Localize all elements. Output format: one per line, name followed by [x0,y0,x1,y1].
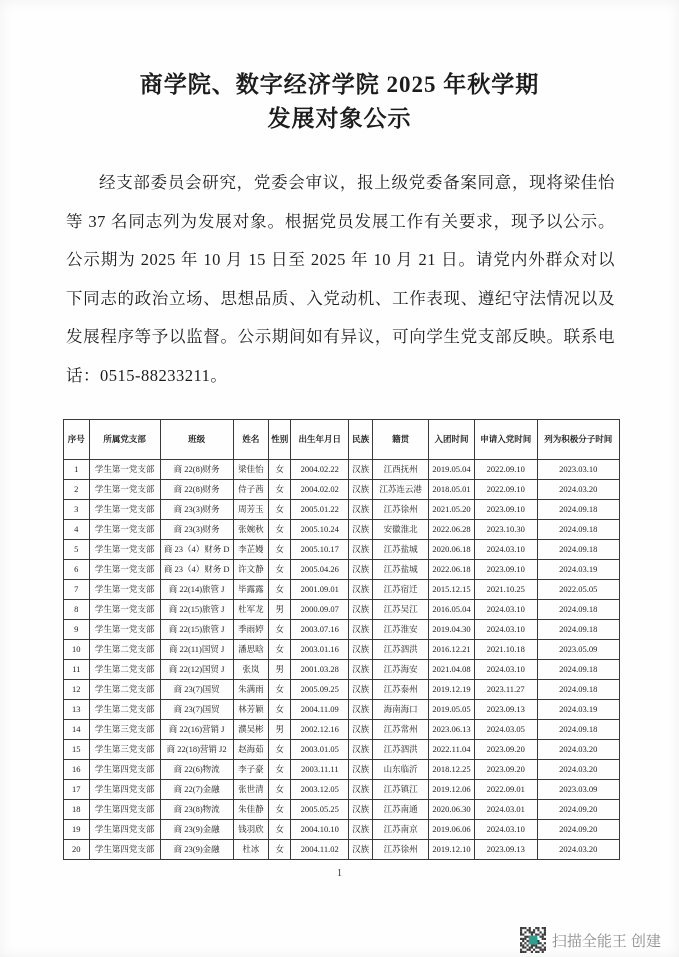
table-cell: 钱羽欣 [233,820,269,840]
table-cell: 2005.09.25 [291,680,349,700]
table-cell: 2003.01.16 [291,640,349,660]
table-cell: 13 [64,700,90,720]
table-cell: 2022.09.10 [474,460,537,480]
table-cell: 商 23(3)财务 [160,500,233,520]
table-cell: 商 23(9)金融 [160,840,233,860]
table-row [64,500,620,520]
column-header: 入团时间 [429,420,475,460]
table-cell: 2024.09.18 [537,720,619,740]
table-cell: 汉族 [349,520,373,540]
table-cell: 2018.05.01 [429,480,475,500]
table-cell: 2018.12.25 [429,760,475,780]
table-cell: 商 23(3)财务 [160,520,233,540]
table-cell: 商 22(16)营销 J [160,720,233,740]
table-cell: 2024.03.20 [537,840,619,860]
table-row [64,720,620,740]
table-cell: 张婉秋 [233,520,269,540]
table-cell: 2022.06.18 [429,560,475,580]
table-cell: 2019.06.06 [429,820,475,840]
table-cell: 江苏盐城 [373,560,429,580]
title-line-1: 商学院、数字经济学院 2025 年秋学期 [139,72,540,97]
table-cell: 濮吴彬 [233,720,269,740]
table-cell: 商 22(8)财务 [160,480,233,500]
table-cell: 4 [64,520,90,540]
table-cell: 2023.09.20 [474,740,537,760]
table-cell: 毕露露 [233,580,269,600]
table-cell: 女 [269,520,291,540]
table-cell: 2004.02.02 [291,480,349,500]
table-cell: 商 22(6)物流 [160,760,233,780]
table-cell: 商 23（4）财务 D [160,560,233,580]
table-cell: 2005.01.22 [291,500,349,520]
table-cell: 2023.09.20 [474,760,537,780]
table-cell: 商 23(7)国贸 [160,680,233,700]
table-cell: 2 [64,480,90,500]
table-cell: 江苏泗洪 [373,640,429,660]
table-cell: 周芳玉 [233,500,269,520]
table-cell: 学生第四党支部 [89,840,160,860]
table-cell: 2019.04.30 [429,620,475,640]
table-cell: 商 23(8)物流 [160,800,233,820]
table-row [64,700,620,720]
table-cell: 2024.09.18 [537,520,619,540]
table-cell: 2023.03.09 [537,780,619,800]
table-cell: 朱满雨 [233,680,269,700]
table-cell: 2024.09.18 [537,500,619,520]
table-cell: 江苏连云港 [373,480,429,500]
table-cell: 2019.05.04 [429,460,475,480]
table-cell: 江苏南京 [373,820,429,840]
table-cell: 2021.04.08 [429,660,475,680]
table-cell: 江苏常州 [373,720,429,740]
table-cell: 2023.06.13 [429,720,475,740]
table-cell: 20 [64,840,90,860]
table-cell: 2003.12.05 [291,780,349,800]
table-cell: 16 [64,760,90,780]
table-cell: 赵海茹 [233,740,269,760]
table-row [64,820,620,840]
table-cell: 女 [269,760,291,780]
table-cell: 2020.06.30 [429,800,475,820]
scanner-watermark [520,927,661,953]
title-line-2: 发展对象公示 [267,106,412,131]
table-row [64,460,620,480]
table-cell: 汉族 [349,700,373,720]
column-header: 出生年月日 [291,420,349,460]
table-cell: 2024.03.19 [537,700,619,720]
table-cell: 2005.10.24 [291,520,349,540]
table-cell: 女 [269,480,291,500]
table-cell: 17 [64,780,90,800]
table-cell: 2001.09.01 [291,580,349,600]
table-cell: 2022.09.01 [474,780,537,800]
table-cell: 8 [64,600,90,620]
table-cell: 2023.11.27 [474,680,537,700]
table-cell: 杜军龙 [233,600,269,620]
table-cell: 2024.09.18 [537,600,619,620]
table-cell: 男 [269,720,291,740]
table-body [64,460,620,860]
table-cell: 江苏淮安 [373,620,429,640]
table-cell: 江苏镇江 [373,780,429,800]
table-cell: 汉族 [349,540,373,560]
table-cell: 汉族 [349,820,373,840]
table-cell: 学生第一党支部 [89,460,160,480]
table-cell: 2024.03.20 [537,740,619,760]
table-cell: 5 [64,540,90,560]
table-cell: 李芷嫚 [233,540,269,560]
table-cell: 江苏徐州 [373,500,429,520]
table-cell: 女 [269,780,291,800]
table-row [64,560,620,580]
column-header: 申请入党时间 [474,420,537,460]
table-cell: 2001.03.28 [291,660,349,680]
table-cell: 2019.12.06 [429,780,475,800]
table-cell: 女 [269,580,291,600]
table-cell: 2024.03.10 [474,540,537,560]
table-cell: 山东临沂 [373,760,429,780]
table-cell: 2004.10.10 [291,820,349,840]
table-cell: 商 22(11)国贸 J [160,640,233,660]
table-cell: 女 [269,680,291,700]
table-cell: 汉族 [349,680,373,700]
announcement-body: 经支部委员会研究，党委会审议，报上级党委备案同意，现将梁佳怡等 37 名同志列为发展对象。根据党员发展工作有关要求，现予以公示。公示期为 2025 年 10 月 15 日至 2025 年 10 月 21 日。请党内外群众对以下同志的政治立场、思想品质、入党动机、工作表现、遵纪守法情况以及发展程序等予以监督。公示期间如有异议，可向学生党支部反映。联系电话：0515-88233211。 [66,173,615,385]
table-cell: 2004.11.02 [291,840,349,860]
table-cell: 季雨婷 [233,620,269,640]
table-cell: 2023.09.10 [474,500,537,520]
page-title [0,68,679,136]
table-row [64,580,620,600]
table-cell: 9 [64,620,90,640]
table-cell: 商 22(15)旅管 J [160,600,233,620]
table-cell: 学生第四党支部 [89,780,160,800]
table-row [64,640,620,660]
table-cell: 江苏泗洪 [373,740,429,760]
table-cell: 学生第一党支部 [89,560,160,580]
table-cell: 2000.09.07 [291,600,349,620]
table-cell: 杜冰 [233,840,269,860]
column-header: 性别 [269,420,291,460]
table-cell: 2021.10.25 [474,580,537,600]
table-cell: 女 [269,640,291,660]
table-cell: 学生第四党支部 [89,820,160,840]
table-cell: 2022.06.28 [429,520,475,540]
table-cell: 2024.03.10 [474,600,537,620]
column-header: 列为积极分子时间 [537,420,619,460]
table-cell: 江西抚州 [373,460,429,480]
column-header: 民族 [349,420,373,460]
table-cell: 汉族 [349,460,373,480]
table-cell: 2024.03.05 [474,720,537,740]
table-cell: 2024.03.10 [474,820,537,840]
table-cell: 学生第一党支部 [89,620,160,640]
table-cell: 2023.03.10 [537,460,619,480]
table-row [64,620,620,640]
table-cell: 2022.05.05 [537,580,619,600]
table-cell: 12 [64,680,90,700]
column-header: 序号 [64,420,90,460]
table-cell: 2019.05.05 [429,700,475,720]
table-cell: 江苏宿迁 [373,580,429,600]
table-cell: 汉族 [349,740,373,760]
table-cell: 潘思晗 [233,640,269,660]
table-cell: 女 [269,840,291,860]
table-cell: 朱佳静 [233,800,269,820]
table-cell: 林芳颖 [233,700,269,720]
table-cell: 商 23(9)金融 [160,820,233,840]
table-row [64,600,620,620]
table-cell: 学生第三党支部 [89,720,160,740]
table-cell: 商 23(7)国贸 [160,700,233,720]
table-cell: 江苏南通 [373,800,429,820]
table-cell: 汉族 [349,780,373,800]
table-cell: 江苏盐城 [373,540,429,560]
table-row [64,660,620,680]
table-cell: 商 22(8)财务 [160,460,233,480]
table-cell: 2019.12.10 [429,840,475,860]
table-cell: 汉族 [349,600,373,620]
table-cell: 18 [64,800,90,820]
table-cell: 2003.01.05 [291,740,349,760]
table-row [64,800,620,820]
table-cell: 江苏海安 [373,660,429,680]
table-cell: 2023.10.30 [474,520,537,540]
table-row [64,780,620,800]
table-cell: 14 [64,720,90,740]
table-cell: 商 22(15)旅管 J [160,620,233,640]
table-header-row [64,420,620,460]
table-cell: 张岚 [233,660,269,680]
table-cell: 女 [269,560,291,580]
page-number: 1 [337,868,342,879]
table-row [64,740,620,760]
table-cell: 女 [269,620,291,640]
table-cell: 2024.09.18 [537,660,619,680]
table-cell: 2024.09.20 [537,820,619,840]
table-cell: 2024.03.10 [474,660,537,680]
table-cell: 商 22(12)国贸 J [160,660,233,680]
table-cell: 男 [269,660,291,680]
table-cell: 海南海口 [373,700,429,720]
table-cell: 2005.05.25 [291,800,349,820]
table-cell: 2024.09.18 [537,540,619,560]
table-cell: 学生第三党支部 [89,740,160,760]
table-cell: 江苏徐州 [373,840,429,860]
table-cell: 学生第一党支部 [89,580,160,600]
table-cell: 张世清 [233,780,269,800]
table-cell: 安徽淮北 [373,520,429,540]
table-cell: 6 [64,560,90,580]
column-header: 所属党支部 [89,420,160,460]
table-cell: 梁佳怡 [233,460,269,480]
table-cell: 商 22(7)金融 [160,780,233,800]
table-cell: 商 22(14)旅管 J [160,580,233,600]
table-row [64,540,620,560]
column-header: 姓名 [233,420,269,460]
table-cell: 男 [269,600,291,620]
table-cell: 2023.09.13 [474,700,537,720]
table-cell: 学生第二党支部 [89,660,160,680]
table-cell: 2023.09.13 [474,840,537,860]
table-cell: 学生第四党支部 [89,760,160,780]
table-cell: 2022.11.04 [429,740,475,760]
table-cell: 2002.12.16 [291,720,349,740]
table-cell: 汉族 [349,560,373,580]
table-cell: 汉族 [349,660,373,680]
table-row [64,480,620,500]
table-cell: 7 [64,580,90,600]
table-cell: 商 23（4）财务 D [160,540,233,560]
table-cell: 学生第一党支部 [89,600,160,620]
table-cell: 15 [64,740,90,760]
column-header: 班级 [160,420,233,460]
table-cell: 学生第四党支部 [89,800,160,820]
table-cell: 汉族 [349,640,373,660]
table-cell: 2015.12.15 [429,580,475,600]
table-row [64,520,620,540]
table-cell: 2024.09.18 [537,680,619,700]
table-cell: 女 [269,740,291,760]
table-cell: 2024.09.20 [537,800,619,820]
table-cell: 2024.03.20 [537,480,619,500]
table-cell: 汉族 [349,500,373,520]
table-cell: 2024.03.10 [474,620,537,640]
table-cell: 学生第一党支部 [89,540,160,560]
table-cell: 李子豪 [233,760,269,780]
roster-table-container [63,419,620,860]
table-cell: 2019.12.19 [429,680,475,700]
table-cell: 1 [64,460,90,480]
scanner-watermark-label: 扫描全能王 创建 [551,932,661,950]
table-cell: 汉族 [349,480,373,500]
table-cell: 2021.05.20 [429,500,475,520]
table-cell: 江苏吴江 [373,600,429,620]
table-cell: 2016.05.04 [429,600,475,620]
table-cell: 2024.03.20 [537,760,619,780]
table-cell: 2023.05.09 [537,640,619,660]
table-row [64,680,620,700]
table-cell: 江苏泰州 [373,680,429,700]
table-cell: 学生第二党支部 [89,680,160,700]
table-cell: 2023.09.10 [474,560,537,580]
table-cell: 2005.04.26 [291,560,349,580]
column-header: 籍贯 [373,420,429,460]
table-cell: 学生第一党支部 [89,520,160,540]
table-cell: 2024.09.18 [537,620,619,640]
table-row [64,840,620,860]
table-cell: 2004.11.09 [291,700,349,720]
table-cell: 2022.09.10 [474,480,537,500]
table-cell: 女 [269,460,291,480]
table-cell: 汉族 [349,580,373,600]
table-cell: 女 [269,500,291,520]
table-cell: 女 [269,800,291,820]
table-cell: 侍子茜 [233,480,269,500]
roster-table [63,419,620,860]
table-cell: 女 [269,700,291,720]
camscanner-qr-icon [520,927,546,953]
table-row [64,760,620,780]
table-cell: 2016.12.21 [429,640,475,660]
table-cell: 2021.10.18 [474,640,537,660]
table-cell: 汉族 [349,620,373,640]
table-cell: 女 [269,540,291,560]
table-cell: 汉族 [349,720,373,740]
table-cell: 学生第二党支部 [89,640,160,660]
table-cell: 2003.07.16 [291,620,349,640]
table-cell: 学生第二党支部 [89,700,160,720]
table-cell: 2020.06.18 [429,540,475,560]
table-cell: 女 [269,820,291,840]
table-cell: 2003.11.11 [291,760,349,780]
table-cell: 汉族 [349,760,373,780]
table-cell: 学生第一党支部 [89,480,160,500]
table-cell: 学生第一党支部 [89,500,160,520]
table-cell: 2005.10.17 [291,540,349,560]
table-cell: 10 [64,640,90,660]
table-cell: 2024.03.01 [474,800,537,820]
table-cell: 3 [64,500,90,520]
table-cell: 许文静 [233,560,269,580]
table-cell: 汉族 [349,840,373,860]
table-cell: 2004.02.22 [291,460,349,480]
table-cell: 2024.03.19 [537,560,619,580]
table-cell: 11 [64,660,90,680]
table-cell: 19 [64,820,90,840]
table-cell: 汉族 [349,800,373,820]
table-cell: 商 22(18)营销 J2 [160,740,233,760]
